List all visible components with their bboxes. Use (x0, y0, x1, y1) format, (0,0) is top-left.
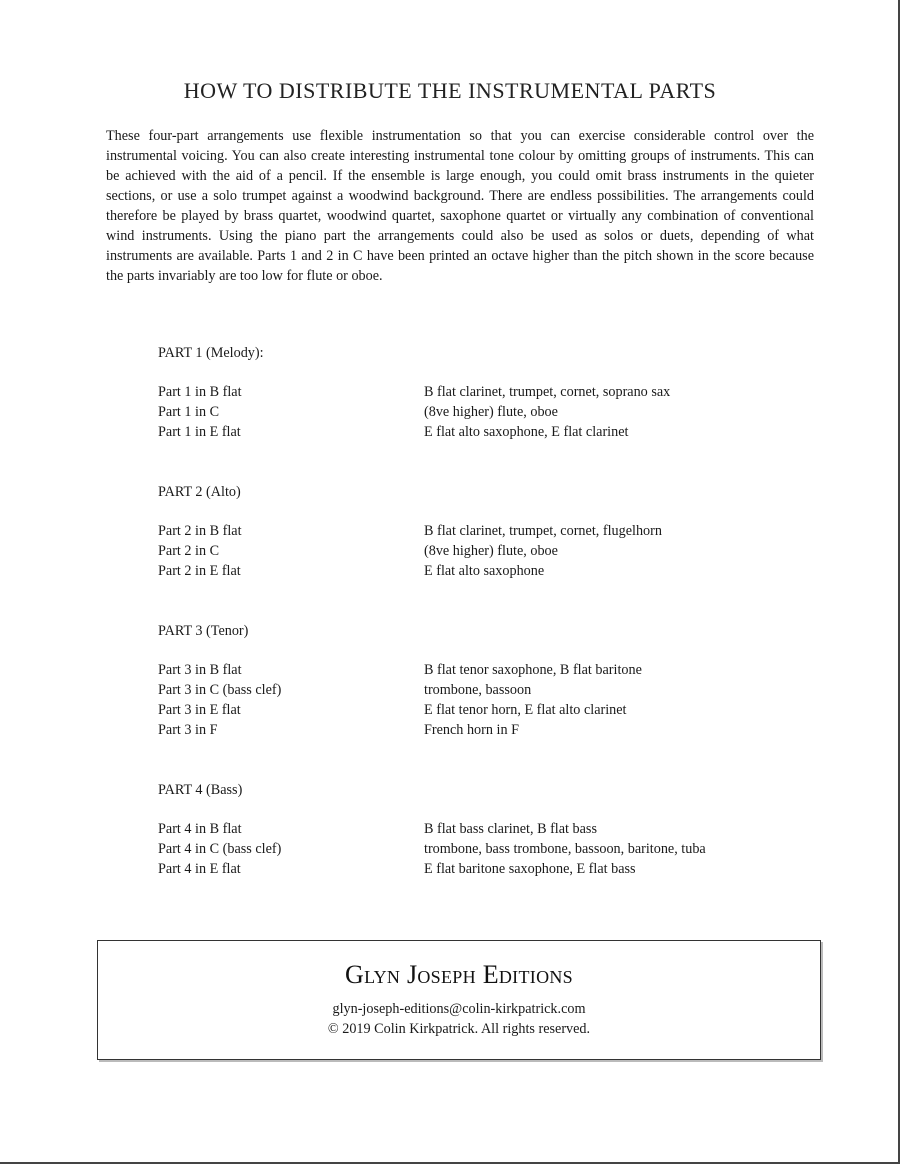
publisher-brand: Glyn Joseph Editions (345, 960, 573, 989)
part-instruments: trombone, bassoon (424, 682, 532, 698)
part-instruments: B flat clarinet, trumpet, cornet, soprano sax (424, 384, 671, 400)
publisher-box (97, 940, 821, 1060)
part-instruments: B flat clarinet, trumpet, cornet, flugelhorn (424, 523, 662, 539)
part-row (158, 720, 818, 740)
part-1-section (158, 343, 818, 442)
parts-list (158, 343, 818, 879)
part-name: Part 3 in F (158, 722, 218, 738)
part-row (158, 382, 818, 402)
part-name: Part 2 in B flat (158, 523, 242, 539)
section-heading: PART 1 (Melody): (158, 345, 264, 361)
part-name: Part 1 in E flat (158, 424, 241, 440)
part-name: Part 2 in C (158, 543, 220, 559)
part-name: Part 1 in C (158, 404, 220, 420)
section-heading: PART 2 (Alto) (158, 484, 241, 500)
part-name: Part 4 in B flat (158, 821, 242, 837)
part-instruments: (8ve higher) flute, oboe (424, 543, 558, 559)
part-row (158, 839, 818, 859)
part-row (158, 660, 818, 680)
part-row (158, 561, 818, 581)
section-heading: PART 3 (Tenor) (158, 623, 249, 639)
part-name: Part 3 in E flat (158, 702, 241, 718)
part-3-section (158, 621, 818, 740)
part-row (158, 521, 818, 541)
part-instruments: B flat tenor saxophone, B flat baritone (424, 662, 642, 678)
part-row (158, 819, 818, 839)
part-row (158, 700, 818, 720)
section-heading: PART 4 (Bass) (158, 782, 243, 798)
intro-paragraph: These four-part arrangements use flexible instrumentation so that you can exercise considerable control over the instrumental voicing. You can also create interesting instrumental tone colour by omitting groups of instruments. This can be achieved with the aid of a pencil. If the ensemble is large enough, you could omit brass instruments in the quieter sections, or use a solo trumpet against a woodwind background. There are endless possibilities. The arrangements could therefore be played by brass quartet, woodwind quartet, saxophone quartet or virtually any combination of conventional wind instruments. Using the piano part the arrangements could also be used as solos or duets, depending of what instruments are available. Parts 1 and 2 in C have been printed an octave higher than the pitch shown in the score because the parts invariably are too low for flute or oboe. (106, 128, 814, 284)
part-instruments: E flat tenor horn, E flat alto clarinet (424, 702, 627, 718)
part-instruments: E flat alto saxophone (424, 563, 545, 579)
part-row (158, 402, 818, 422)
part-instruments: French horn in F (424, 722, 519, 738)
part-row (158, 541, 818, 561)
part-name: Part 1 in B flat (158, 384, 242, 400)
part-instruments: B flat bass clarinet, B flat bass (424, 821, 597, 837)
part-name: Part 3 in C (bass clef) (158, 682, 282, 698)
part-name: Part 4 in E flat (158, 861, 241, 877)
publisher-email: glyn-joseph-editions@colin-kirkpatrick.com (332, 1001, 586, 1017)
page-title: HOW TO DISTRIBUTE THE INSTRUMENTAL PARTS (183, 78, 717, 103)
part-name: Part 2 in E flat (158, 563, 241, 579)
part-row (158, 859, 818, 879)
part-name: Part 3 in B flat (158, 662, 242, 678)
part-2-section (158, 482, 818, 581)
part-row (158, 680, 818, 700)
part-instruments: trombone, bass trombone, bassoon, baritone, tuba (424, 841, 706, 857)
part-row (158, 422, 818, 442)
part-instruments: E flat alto saxophone, E flat clarinet (424, 424, 629, 440)
part-4-section (158, 780, 818, 879)
copyright-notice: © 2019 Colin Kirkpatrick. All rights reserved. (327, 1021, 591, 1037)
part-instruments: E flat baritone saxophone, E flat bass (424, 861, 636, 877)
part-instruments: (8ve higher) flute, oboe (424, 404, 558, 420)
part-name: Part 4 in C (bass clef) (158, 841, 282, 857)
